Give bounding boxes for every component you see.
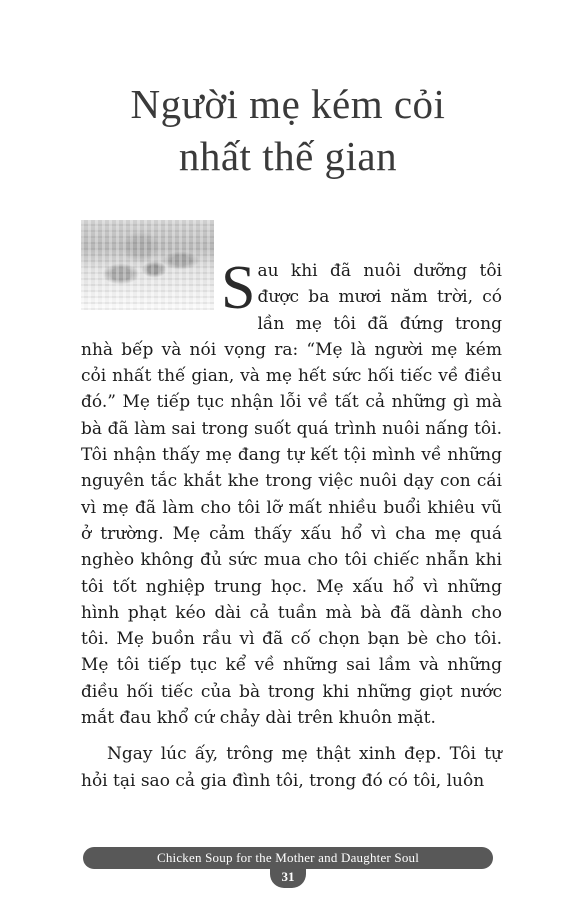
chapter-title-line-1: Người mẹ kém cỏi (130, 81, 446, 127)
book-title: Chicken Soup for the Mother and Daughter Soul (156, 850, 420, 865)
paragraph-1-text: au khi đã nuôi dưỡng tôi được ba mươi năm trời, có lần mẹ tôi đã đứng trong nhà bếp và nói vọng ra: “Mẹ là người mẹ kém cỏi nhất thế gian, và mẹ hết sức hối tiếc về điều đó.” Mẹ tiếp tục nhận lỗi về tất cả những gì mà bà đã làm sai trong suốt quá trình nuôi nấng tôi. Tôi nhận thấy mẹ đang tự kết tội mình về những nguyên tắc khắt khe trong việc nuôi dạy con cái vì mẹ đã làm cho tôi lỡ mất nhiều buổi khiêu vũ ở trường. Mẹ cảm thấy xấu hổ vì cha mẹ quá nghèo không đủ sức mua cho tôi chiếc nhẫn khi tôi tốt nghiệp trung học. Mẹ xấu hổ vì những hình phạt kéo dài cả tuần mà bà đã dành cho tôi. Mẹ buồn rầu vì đã cố chọn bạn bè cho tôi. Mẹ tôi tiếp tục kể về những sai lầm và những điều hối tiếc của bà trong khi những giọt nước mắt đau khổ cứ chảy dài trên khuôn mặt. (81, 261, 502, 729)
chapter-title (0, 78, 576, 182)
page-number: 31 (281, 869, 295, 884)
chapter-title-line-2: nhất thế gian (178, 133, 398, 179)
paragraph-2: Ngay lúc ấy, trông mẹ thật xinh đẹp. Tôi tự hỏi tại sao cả gia đình tôi, trong đó có tôi, luôn (81, 744, 502, 791)
page-number-tab (270, 866, 306, 888)
article-body (81, 254, 502, 794)
paragraph-1 (81, 254, 502, 731)
drop-cap: S (221, 254, 256, 322)
